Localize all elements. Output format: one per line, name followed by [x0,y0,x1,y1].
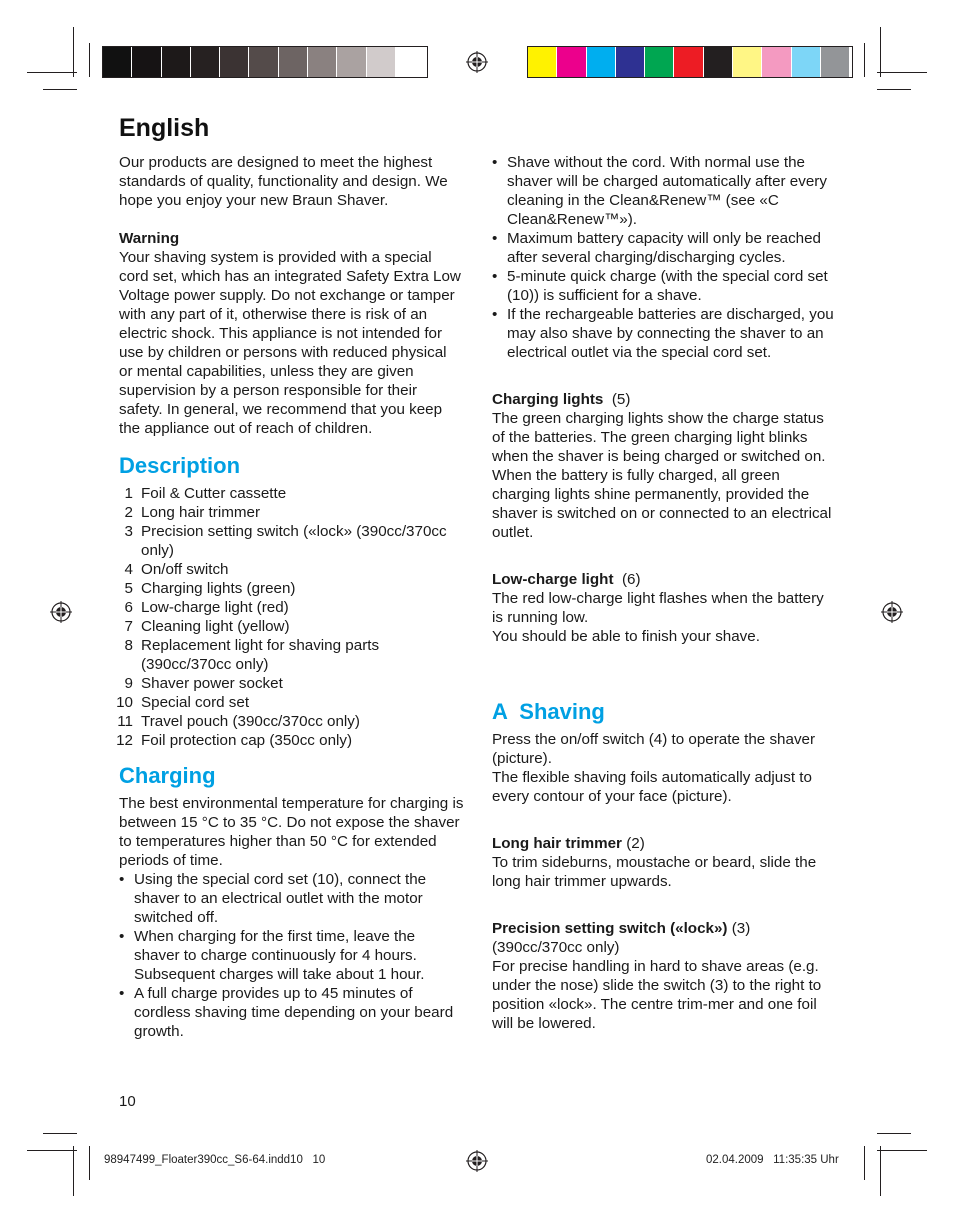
color-swatch [704,47,733,77]
crop-mark [877,1150,927,1151]
crop-mark [864,1146,865,1180]
list-item: 2 Long hair trimmer [124,504,261,521]
crop-mark [877,1133,911,1134]
crop-mark [880,27,881,77]
color-swatch [557,47,586,77]
list-item: 5 Charging lights (green) [124,580,296,597]
color-swatch [821,47,850,77]
list-item: 12 Foil protection cap (350cc only) [116,732,353,749]
list-item: 1 Foil & Cutter cassette [124,485,287,502]
registration-mark-icon [466,1150,488,1172]
description-heading: Description [119,453,241,478]
right-column [492,153,837,1033]
registration-mark-icon [50,601,72,623]
list-item: • Shave without the cord. With normal use the shaver will be charged automatically after every cleaning in the Clean&Renew™ (see «C Clean&Renew™»). [492,154,827,228]
intro-paragraph: Our products are designed to meet the highest standards of quality, functionality and design. We hope you enjoy your new Braun Shaver. [119,154,448,209]
gray-swatch [337,47,366,77]
shaving-paragraph: Press the on/off switch (4) to operate the shaver (picture). [492,731,816,767]
list-item: • A full charge provides up to 45 minutes of cordless shaving time depending on your beard growth. [119,985,454,1040]
color-swatch [792,47,821,77]
crop-mark [877,89,911,90]
process-color-bar [527,46,853,78]
crop-mark [27,72,77,73]
list-item: 9 Shaver power socket [124,675,283,692]
charging-bullets [119,870,464,1041]
gray-swatch [308,47,337,77]
charging-lights-body: The green charging lights show the charge status of the batteries. The green charging light blinks when the shaver is being charged or switched on. When the battery is fully charged, all green charging lights shine permanently, provided the shaver is switched on or connected to an electrical outlet. [492,410,832,541]
grayscale-color-bar [102,46,428,78]
registration-mark-icon [881,601,903,623]
registration-mark-icon [466,51,488,73]
list-item: 6 Low-charge light (red) [124,599,289,616]
charging-lights-heading: Charging lights (5) [492,391,631,408]
warning-body: Your shaving system is provided with a special cord set, which has an integrated Safety Extra Low Voltage power supply. Do not exchange or tamper with any part of it, otherwise there is risk of an electric shock. This appliance is not intended for use by children or persons with reduced physical or mental capabilities, unless they are given supervision by a person responsible for their safety. In general, we recommend that you keep the appliance out of reach of children. [119,249,461,437]
crop-mark [43,89,77,90]
list-item: 4 On/off switch [124,561,229,578]
gray-swatch [249,47,278,77]
shaving-heading: A Shaving [492,699,605,724]
gray-swatch [103,47,132,77]
crop-mark [89,1146,90,1180]
shaving-paragraph: The flexible shaving foils automatically adjust to every contour of your face (picture). [492,769,812,805]
list-item: 11 Travel pouch (390cc/370cc only) [117,713,360,730]
charging-notes-bullets [492,153,837,362]
gray-swatch [132,47,161,77]
list-item: 8 Replacement light for shaving parts (390cc/370cc only) [124,637,380,673]
gray-swatch [162,47,191,77]
low-charge-body: The red low-charge light flashes when the battery is running low. [492,590,824,626]
color-swatch [733,47,762,77]
crop-mark [864,43,865,77]
precision-body: For precise handling in hard to shave areas (e.g. under the nose) slide the switch (3) to the right to position «lock». The centre trim-mer and one foil will be lowered. [492,958,822,1032]
description-list [111,484,464,750]
crop-mark [73,27,74,77]
gray-swatch [191,47,220,77]
color-swatch [587,47,616,77]
list-item: 3 Precision setting switch («lock» (390cc/370cc only) [124,523,447,559]
color-swatch [762,47,791,77]
precision-note: (390cc/370cc only) [492,939,620,956]
list-item: • Maximum battery capacity will only be reached after several charging/discharging cycles. [492,230,822,266]
gray-swatch [279,47,308,77]
long-hair-heading: Long hair trimmer (2) [492,835,645,852]
charging-heading: Charging [119,763,216,788]
list-item: • 5-minute quick charge (with the special cord set (10)) is sufficient for a shave. [492,268,828,304]
low-charge-heading: Low-charge light (6) [492,571,641,588]
warning-heading: Warning [119,230,180,247]
crop-mark [880,1146,881,1196]
list-item: • When charging for the first time, leave the shaver to charge continuously for 4 hours. Subsequent charges will take about 1 hour. [119,928,425,983]
crop-mark [877,72,927,73]
list-item: 10 Special cord set [116,694,250,711]
precision-heading: Precision setting switch («lock») (3) [492,920,751,937]
color-swatch [528,47,557,77]
page-number: 10 [119,1093,136,1110]
color-swatch [674,47,703,77]
gray-swatch [220,47,249,77]
list-item: 7 Cleaning light (yellow) [124,618,290,635]
list-item: • Using the special cord set (10), connect the shaver to an electrical outlet with the motor switched off. [119,871,427,926]
crop-mark [73,1146,74,1196]
color-swatch [616,47,645,77]
charging-intro: The best environmental temperature for charging is between 15 °C to 35 °C. Do not expose the shaver to temperatures higher than 50 °C for extended periods of time. [119,795,464,869]
footer-file-info: 98947499_Floater390cc_S6-64.indd10 10 [104,1154,326,1166]
page-title: English [119,114,210,142]
gray-swatch [396,47,425,77]
crop-mark [27,1150,77,1151]
list-item: • If the rechargeable batteries are discharged, you may also shave by connecting the shaver to an electrical outlet via the special cord set. [492,306,834,361]
low-charge-note: You should be able to finish your shave. [492,628,760,645]
footer-timestamp: 02.04.2009 11:35:35 Uhr [706,1154,839,1166]
long-hair-body: To trim sideburns, moustache or beard, slide the long hair trimmer upwards. [492,854,817,890]
crop-mark [89,43,90,77]
crop-mark [43,1133,77,1134]
left-column [116,153,464,1041]
color-swatch [645,47,674,77]
gray-swatch [367,47,396,77]
